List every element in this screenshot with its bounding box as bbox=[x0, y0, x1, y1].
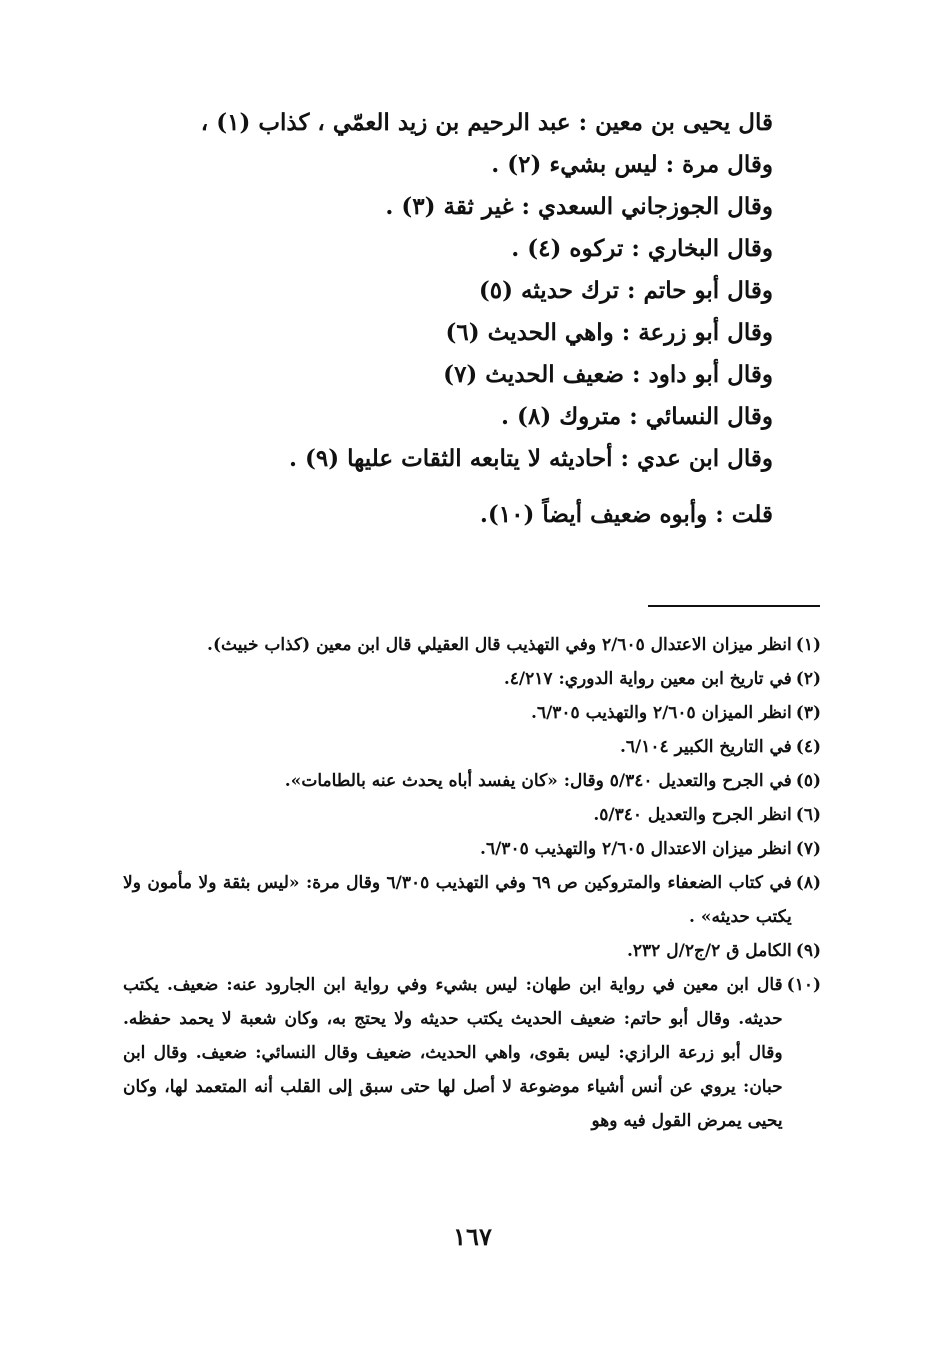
footnote-text: انظر الجرح والتعديل ٥/٣٤٠. bbox=[593, 805, 792, 825]
footnote-text: في الجرح والتعديل ٥/٣٤٠ وقال: «كان يفسد أباه يحدث عنه بالطامات». bbox=[284, 771, 792, 791]
footnotes bbox=[123, 628, 821, 1138]
page-number: ١٦٧ bbox=[453, 1222, 492, 1251]
footnote bbox=[123, 934, 821, 968]
footnote-number: (٢) bbox=[795, 669, 821, 689]
main-line: وقال مرة : ليس بشيء (٢) . bbox=[491, 151, 773, 178]
footnote-text: الكامل ق ٢/ج٢/ل ٢٣٢. bbox=[627, 941, 792, 961]
footnote-number: (٩) bbox=[795, 941, 821, 961]
main-line: وقال البخاري : تركوه (٤) . bbox=[511, 235, 773, 262]
footnote-number: (٨) bbox=[795, 873, 821, 893]
footnote-number: (٣) bbox=[795, 703, 821, 723]
footnote bbox=[123, 696, 821, 730]
footnote-text: قال ابن معين في رواية ابن طهان: ليس بشيء وفي رواية ابن الجارود عنه: ضعيف. يكتب حديثه. وقال أبو حاتم: ضعيف الحديث يكتب حديثه ولا يحتج به، وكان شعبة لا يحمد حفظه. وقال أبو زرعة الرازي: ليس بقوى، واهي الحديث، ضعيف وقال النسائي: ضعيف. وقال ابن حبان: يروي عن أنس أشياء موضوعة لا أصل لها حتى سبق إلى القلب أنه المتعمد لها، وكان يحيى يمرض القول فيه وهو bbox=[123, 975, 783, 1131]
footnote bbox=[123, 662, 821, 696]
footnote-number: (١) bbox=[795, 635, 821, 655]
footnote-text: في تاريخ ابن معين رواية الدوري: ٤/٢١٧. bbox=[503, 669, 792, 689]
main-line: وقال الجوزجاني السعدي : غير ثقة (٣) . bbox=[385, 193, 773, 220]
main-line: وقال أبو حاتم : ترك حديثه (٥) bbox=[478, 277, 773, 304]
footnote-number: (٥) bbox=[795, 771, 821, 791]
main-line: قال يحيى بن معين : عبد الرحيم بن زيد العمّي ، كذاب (١) ، bbox=[200, 109, 773, 136]
footnote bbox=[123, 798, 821, 832]
footnote-number: (٦) bbox=[795, 805, 821, 825]
main-line: وقال النسائي : متروك (٨) . bbox=[501, 403, 773, 430]
footnote-text: في كتاب الضعفاء والمتروكين ص ٦٩ وفي التهذيب ٦/٣٠٥ وقال مرة: «ليس بثقة ولا مأمون ولا يكتب حديثه» . bbox=[123, 873, 792, 927]
footnote bbox=[123, 866, 821, 934]
footnote bbox=[123, 764, 821, 798]
footnote bbox=[123, 832, 821, 866]
main-line: وقال ابن عدي : أحاديثه لا يتابعه الثقات عليها (٩) . bbox=[289, 445, 773, 472]
footnote-text: انظر الميزان ٢/٦٠٥ والتهذيب ٦/٣٠٥. bbox=[531, 703, 792, 723]
footnote bbox=[123, 730, 821, 764]
footnote-number: (٧) bbox=[795, 839, 821, 859]
footnote-text: في التاريخ الكبير ٦/١٠٤. bbox=[620, 737, 792, 757]
footnote-separator bbox=[648, 605, 820, 607]
footnote bbox=[123, 968, 821, 1138]
main-line: قلت : وأبوه ضعيف أيضاً (١٠). bbox=[479, 501, 773, 528]
footnote-text: انظر ميزان الاعتدال ٢/٦٠٥ وفي التهذيب قال العقيلي قال ابن معين (كذاب خبيث). bbox=[207, 635, 792, 655]
footnote bbox=[123, 628, 821, 662]
main-line: وقال أبو زرعة : واهي الحديث (٦) bbox=[445, 319, 773, 346]
footnote-number: (٤) bbox=[795, 737, 821, 757]
footnote-text: انظر ميزان الاعتدال ٢/٦٠٥ والتهذيب ٦/٣٠٥. bbox=[480, 839, 792, 859]
main-text bbox=[133, 102, 773, 536]
main-line: وقال أبو داود : ضعيف الحديث (٧) bbox=[443, 361, 773, 388]
footnote-number: (١٠) bbox=[786, 975, 821, 995]
